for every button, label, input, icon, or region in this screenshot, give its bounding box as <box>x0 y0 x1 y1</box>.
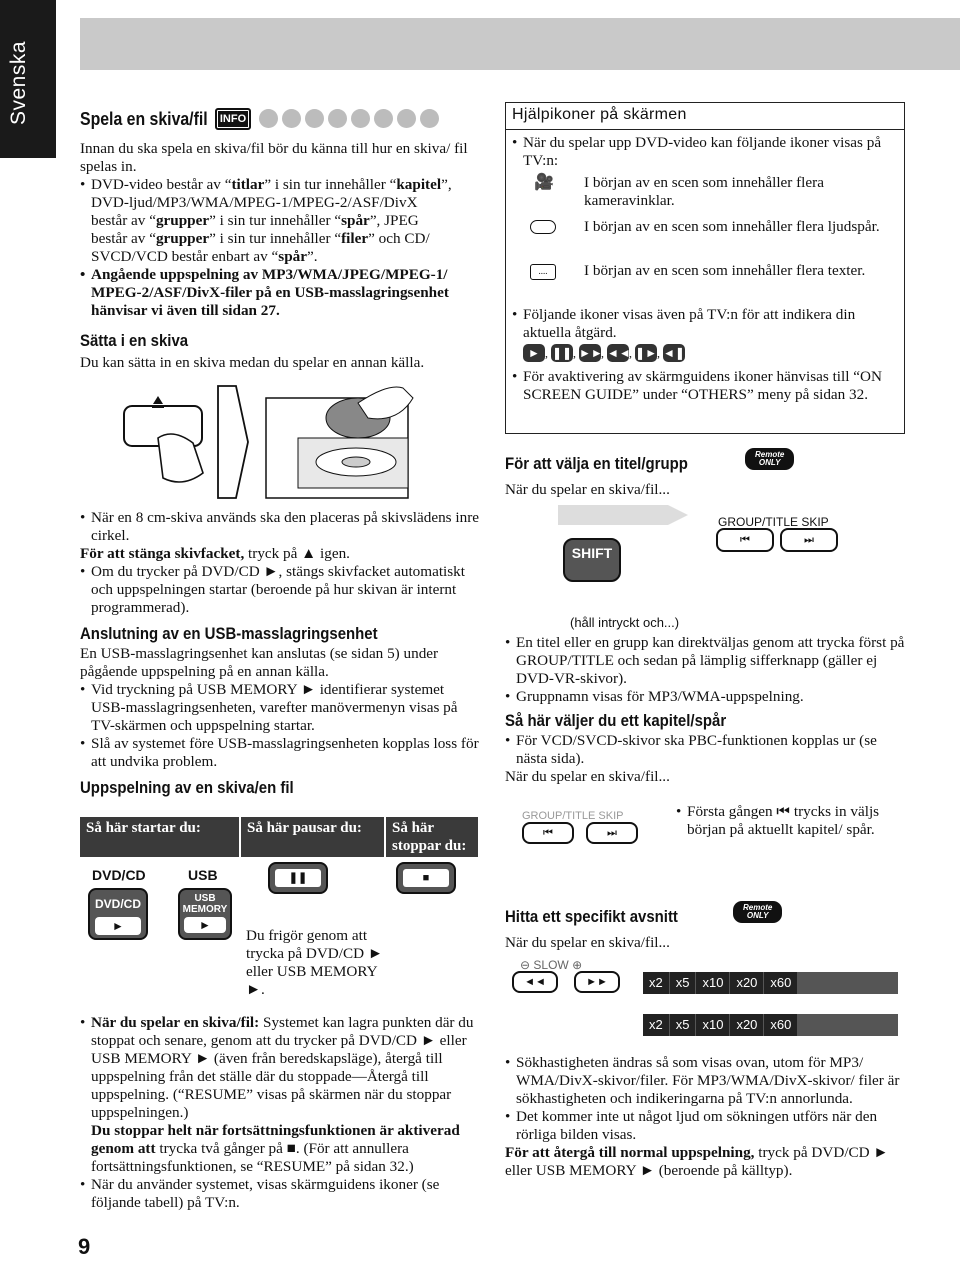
disc-insert-illustration <box>118 378 418 503</box>
title-select-title: För att välja en titel/grupp <box>505 454 688 473</box>
action-icons-bullet: • Följande ikoner visas även på TV:n för att indikera din aktuella åtgärd. <box>512 306 898 342</box>
play-heading <box>80 108 480 134</box>
slow-reverse-status-icon: ◄❚ <box>663 346 685 360</box>
format-dots <box>255 112 439 129</box>
forward-search-button[interactable]: ►► <box>574 971 620 993</box>
page-number: 9 <box>78 1234 91 1259</box>
language-tab <box>0 0 56 158</box>
search-title: Hitta ett specifikt avsnitt <box>505 907 678 926</box>
fast-forward-status-icon: ►► <box>579 346 603 360</box>
fast-reverse-status-icon: ◄◄ <box>607 346 631 360</box>
usb-text: En USB-masslagringsenhet kan anslutas (se sidan 5) under pågående uppspelning på en annan källa. <box>80 645 439 680</box>
chapter-intro: När du spelar en skiva/fil... <box>505 768 670 785</box>
info-badge: INFO <box>215 108 251 130</box>
angle-text: I början av en scen som innehåller flera kameravinklar. <box>584 174 824 209</box>
forward-speed-2: x5 <box>670 972 696 994</box>
usb-button-label: USB <box>194 893 216 904</box>
help-intro-bullet: • När du spelar upp DVD-video kan följande ikoner visas på TV:n: <box>512 134 898 170</box>
reverse-speed-4: x20 <box>730 1014 763 1036</box>
play-intro: Innan du ska spela en skiva/fil bör du känna till hur en skiva/ fil spelas in. <box>80 140 468 175</box>
remote-only-badge-2: Remote ONLY <box>733 901 782 923</box>
col-pause: Så här pausar du: <box>240 817 385 857</box>
guide-icons-bullet: • När du använder systemet, visas skärmguidens ikoner (se följande tabell) på TV:n. <box>80 1176 480 1212</box>
pause-button[interactable] <box>268 862 328 894</box>
normal-playback-line: För att återgå till normal uppspelning, tryck på DVD/CD ► eller USB MEMORY ► (beroende på källtyp). <box>505 1144 889 1179</box>
search-intro: När du spelar en skiva/fil... <box>505 934 670 951</box>
remote-only-badge: Remote ONLY <box>745 448 794 470</box>
angle-row <box>512 174 898 218</box>
skip-back-button[interactable]: ⏮ <box>716 528 774 552</box>
first-press-bullet: • Första gången ⏮ trycks in väljs början på aktuellt kapitel/ spår. <box>676 803 902 839</box>
audio-text: I början av en scen som innehåller flera ljudspår. <box>584 218 880 235</box>
title-select-intro: När du spelar en skiva/fil... <box>505 481 670 498</box>
skip-forward-button[interactable]: ⏭ <box>780 528 838 552</box>
skip-back-button-2[interactable]: ⏮ <box>522 822 574 844</box>
language-label: Svenska <box>7 40 30 125</box>
group-name-bullet: • Gruppnamn visas för MP3/WMA-uppspelning. <box>505 688 905 706</box>
small-disc-bullet: • När en 8 cm-skiva används ska den placeras på skivslädens inre cirkel. <box>80 509 480 545</box>
help-icons-box <box>505 102 905 434</box>
insert-title: Sätta i en skiva <box>80 331 189 350</box>
play-status-icon: ► <box>523 344 545 362</box>
search-heading <box>505 908 702 927</box>
playback-table <box>80 817 478 857</box>
reverse-search-button[interactable]: ◄◄ <box>512 971 558 993</box>
disc-notes <box>80 509 480 799</box>
full-stop-text: Du stoppar helt när fortsättningsfunktionen är aktiverad genom att trycka två gånger på ■. (För att annullera fortsättningsfunktionen, se “RESUME” på sidan 32.) <box>91 1122 460 1175</box>
pause-status-icon: ❚❚ <box>551 346 573 360</box>
forward-speed-4: x20 <box>730 972 763 994</box>
reverse-speed-1: x2 <box>643 1014 669 1036</box>
dvd-autoclose-bullet: • Om du trycker på DVD/CD ►, stängs skivfacket automatiskt och uppspelningen startar (beroende på hur skivan är internt programmerad). <box>80 563 480 617</box>
no-sound-bullet: • Det kommer inte ut något ljud om sökningen utförs när den rörliga bilden visas. <box>505 1108 905 1144</box>
usb-memory-bullet: • Vid tryckning på USB MEMORY ► identifierar systemet USB-masslagringsenheten, varefter manövermenyn visas på TV-skärmen och uppspelning startar. <box>80 681 480 735</box>
dvd-cd-button-label: DVD/CD <box>94 897 141 911</box>
group-skip-label: GROUP/TITLE SKIP <box>718 515 829 529</box>
stop-button[interactable] <box>396 862 456 894</box>
col-stop: Så här stoppar du: <box>385 817 478 857</box>
resume-bullet: • När du spelar en skiva/fil: Systemet kan lagra punkten där du stoppat och senare, genom att du trycker på DVD/CD ► eller USB MEMORY ► (även från beredskapsläge), återgå till uppspelning från det ställe där du stoppade—Återgå till uppspelning. (“RESUME” visas på skärmen när du stoppar uppspelningen.) <box>80 1014 480 1122</box>
reverse-speed-3: x10 <box>696 1014 729 1036</box>
release-text: Du frigör genom att trycka på DVD/CD ► eller USB MEMORY ►. <box>246 927 383 998</box>
close-tray-line: För att stänga skivfacket, tryck på ▲ igen. <box>80 545 350 562</box>
forward-speed-5: x60 <box>764 972 797 994</box>
dvd-label: DVD/CD <box>92 867 146 883</box>
audio-row <box>512 218 898 262</box>
disable-icons-bullet: • För avaktivering av skärmguidens ikoner hänvisas till “ON SCREEN GUIDE” under “OTHERS” meny på sidan 32. <box>512 368 898 404</box>
header-bar <box>80 18 960 70</box>
subtitle-text: I början av en scen som innehåller flera texter. <box>584 262 866 279</box>
structure-bullet: • DVD-video består av “titlar” i sin tur innehåller “kapitel”, DVD-ljud/MP3/WMA/MPEG-1/MPEG-2/ASF/DivX består av “grupper” i sin tur innehåller “spår”, JPEG består av “grupper” i sin tur innehåller “filer” och CD/ SVCD/VCD består enbart av “spår”. <box>80 176 480 266</box>
skip-forward-button-2[interactable]: ⏭ <box>586 822 638 844</box>
arrow-graphic <box>558 500 698 530</box>
resume-notes <box>80 1014 480 1212</box>
reverse-speed-5: x60 <box>764 1014 797 1036</box>
usb-title: Anslutning av en USB-masslagringsenhet <box>80 624 378 643</box>
usb-remove-bullet: • Slå av systemet före USB-masslagringsenheten kopplas loss för att undvika problem. <box>80 735 480 771</box>
usb-label: USB <box>188 867 218 883</box>
camera-angle-icon: 🎥 <box>534 174 554 191</box>
slow-forward-status-icon: ❚► <box>635 346 657 360</box>
memory-button-label: MEMORY <box>182 904 228 915</box>
insert-text: Du kan sätta in en skiva medan du spelar en annan källa. <box>80 354 425 371</box>
speed-note-bullet: • Sökhastigheten ändras så som visas ovan, utom för MP3/ WMA/DivX-skivor/filer. För MP3/WMA/DivX-skivor/ filer är sökhastigheten och indikeringarna på TV:n annorlunda. <box>505 1054 905 1108</box>
shift-button[interactable]: SHIFT <box>563 538 621 582</box>
held-note: (håll intryckt och...) <box>570 615 680 630</box>
action-icons-row: ► , ❚❚, ►►, ◄◄, ❚►, ◄❚ <box>512 344 898 368</box>
forward-speed-1: x2 <box>643 972 669 994</box>
slow-label: ⊖ SLOW ⊕ <box>520 958 583 972</box>
play-title: Spela en skiva/fil <box>80 109 208 129</box>
chapter-title: Så här väljer du ett kapitel/spår <box>505 711 727 730</box>
audio-track-icon <box>530 220 556 234</box>
reverse-speed-2: x5 <box>670 1014 696 1036</box>
dvd-cd-button[interactable] <box>88 888 148 940</box>
stop-icon: ■ <box>403 869 449 887</box>
title-notes <box>505 634 905 786</box>
pbc-bullet: • För VCD/SVCD-skivor ska PBC-funktionen kopplas ur (se nästa sida). <box>505 732 905 768</box>
forward-speed-bar <box>643 972 898 994</box>
playback-title: Uppspelning av en skiva/en fil <box>80 778 294 797</box>
forward-speed-3: x10 <box>696 972 729 994</box>
group-skip-label-2: GROUP/TITLE SKIP <box>522 810 624 822</box>
subtitle-icon: .... <box>530 264 556 280</box>
usb-reference-bullet: • Angående uppspelning av MP3/WMA/JPEG/MPEG-1/ MPEG-2/ASF/DivX-filer på en USB-masslagringsenhet hänvisar vi även till sidan 27. <box>80 266 480 320</box>
play-icon: ► <box>95 917 141 935</box>
search-notes <box>505 1054 905 1180</box>
play-icon: ► <box>184 917 226 933</box>
subtitle-row <box>512 262 898 306</box>
direct-select-bullet: • En titel eller en grupp kan direktväljas genom att trycka först på GROUP/TITLE och sedan på lämplig sifferknapp (gäller ej DVD-VR-skivor). <box>505 634 905 688</box>
col-start: Så här startar du: <box>80 817 240 857</box>
usb-memory-button[interactable] <box>178 888 232 940</box>
play-section <box>80 108 480 372</box>
reverse-speed-bar <box>643 1014 898 1036</box>
help-title: Hjälpikoner på skärmen <box>506 103 904 130</box>
pause-icon: ❚❚ <box>275 869 321 887</box>
